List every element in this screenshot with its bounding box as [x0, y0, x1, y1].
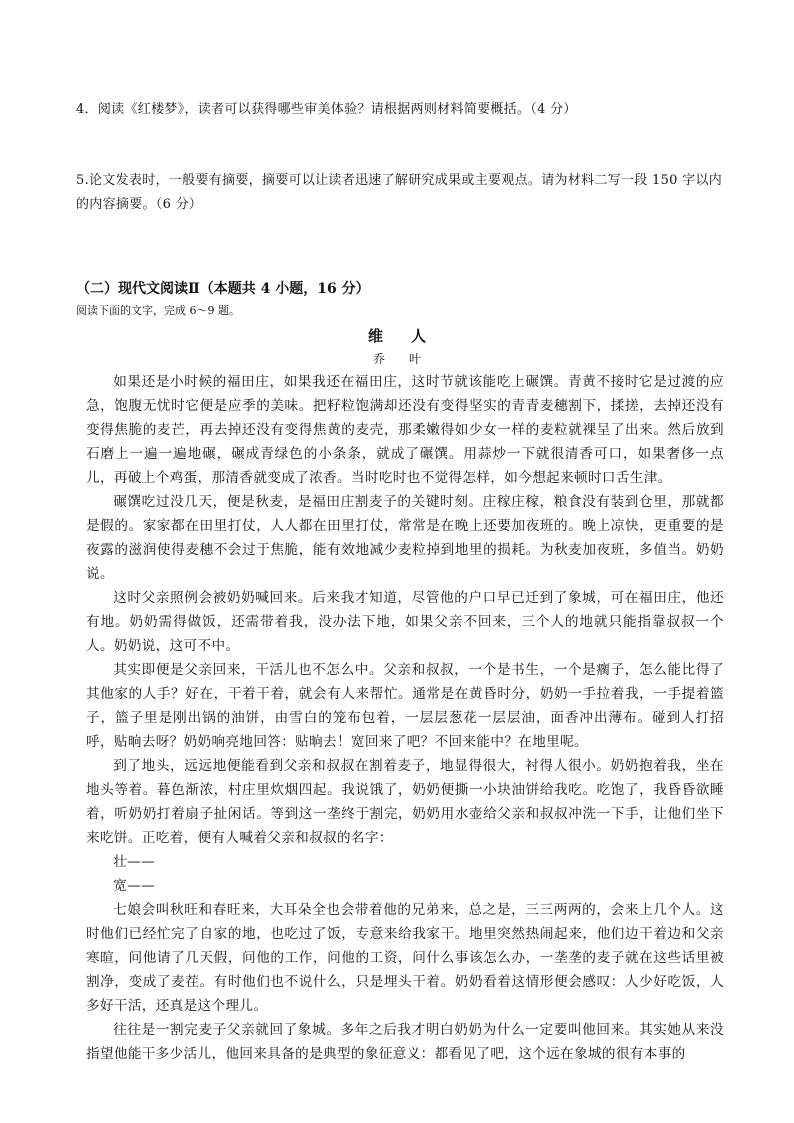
- section-title: （二）现代文阅读Ⅱ（本题共 4 小题，16 分）: [76, 281, 370, 297]
- article-paragraph: 如果还是小时候的福田庄，如果我还在福田庄，这时节就该能吃上碾馔。青黄不接时它是过渡的应急，饱腹无忧时它便是应季的美味。把籽粒饱满却还没有变得坚实的青青麦穗割下，揉搓，去掉还没有变得焦脆的麦芒，再去掉还没有变得焦黄的麦壳，那柔嫩得如少女一样的麦粒就裸呈了出来。然后放到石磨上一遍一遍地碾，碾成青绿色的小条条，就成了碾馔。用蒜炒一下就很清香可口，如果奢侈一点儿，再破上个鸡蛋，那清香就变成了浓香。当时吃时也不觉得怎样，如今想起来顿时口舌生津。: [86, 374, 724, 486]
- question-4: 4．阅读《红楼梦》，读者可以获得哪些审美体验？请根据两则材料简要概括。（4 分）: [76, 102, 577, 117]
- article-title: 维人: [367, 327, 454, 345]
- article-paragraph: 到了地头，远远地便能看到父亲和叔叔在割着麦子，地显得很大，衬得人很小。奶奶抱着我，坐在地头等着。暮色渐浓，村庄里炊烟四起。我说饿了，奶奶便撕一小块油饼给我吃。吃饱了，我昏昏欲睡着，听奶奶打着扇子扯闲话。等到这一垄终于割完，奶奶用水壶给父亲和叔叔冲洗一下手，让他们坐下来吃饼。正吃着，便有人喊着父亲和叔叔的名字：: [86, 758, 724, 846]
- article-call-line: 壮——: [113, 854, 156, 870]
- article-paragraph: 其实即便是父亲回来，干活儿也不怎么中。父亲和叔叔，一个是书生，一个是瘸子，怎么能比得了其他家的人手？好在，干着干着，就会有人来帮忙。通常是在黄昏时分，奶奶一手拉着我，一手提着篮子，篮子里是刚出锅的油饼，由雪白的笼布包着，一层层葱花一层层油，面香冲出薄布。碰到人打招呼，贴晌去呀？奶奶响亮地回答：贴晌去！宽回来了吧？不回来能中？在地里呢。: [86, 662, 724, 750]
- article-paragraph: 七娘会叫秋旺和春旺来，大耳朵全也会带着他的兄弟来，总之是，三三两两的，会来上几个人。这时他们已经忙完了自家的地，也吃过了饭，专意来给我家干。地里突然热闹起来，他们边干着边和父亲寒暄，问他请了几天假，问他的工作，问他的工资，问什么事该怎么办，一垄垄的麦子就在这些话里被割净，变成了麦茬。有时他们也不说什么，只是埋头干着。奶奶看着这情形便会感叹：人少好吃饭，人多好干活，还真是这个理儿。: [86, 902, 724, 1014]
- article-paragraph: 这时父亲照例会被奶奶喊回来。后来我才知道，尽管他的户口早已迁到了象城，可在福田庄，他还有地。奶奶需得做饭，还需带着我，没办法下地，如果父亲不回来，三个人的地就只能指靠叔叔一个人。奶奶说，这可不中。: [86, 590, 724, 654]
- article-paragraph: 碾馔吃过没几天，便是秋麦，是福田庄割麦子的关键时刻。庄稼庄稼，粮食没有装到仓里，那就都是假的。家家都在田里打仗，人人都在田里打仗，常常是在晚上还要加夜班的。晚上凉快，更重要的是夜露的滋润使得麦穗不会过于焦脆，能有效地减少麦粒掉到地里的损耗。为秋麦加夜班，多值当。奶奶说。: [86, 494, 724, 582]
- article-body: [86, 370, 724, 1066]
- section-instruction: 阅读下面的文字，完成 6～9 题。: [76, 304, 240, 317]
- article-author: 乔叶: [372, 352, 445, 366]
- article-paragraph: 往往是一割完麦子父亲就回了象城。多年之后我才明白奶奶为什么一定要叫他回来。其实她从来没指望他能干多少活儿，他回来具备的是典型的象征意义：都看见了吧，这个远在象城的很有本事的: [86, 1022, 724, 1062]
- question-5: 5.论文发表时，一般要有摘要，摘要可以让读者迅速了解研究成果或主要观点。请为材料二写一段 150 字以内的内容摘要。（6 分）: [76, 173, 723, 212]
- article-call-line: 宽——: [113, 878, 156, 894]
